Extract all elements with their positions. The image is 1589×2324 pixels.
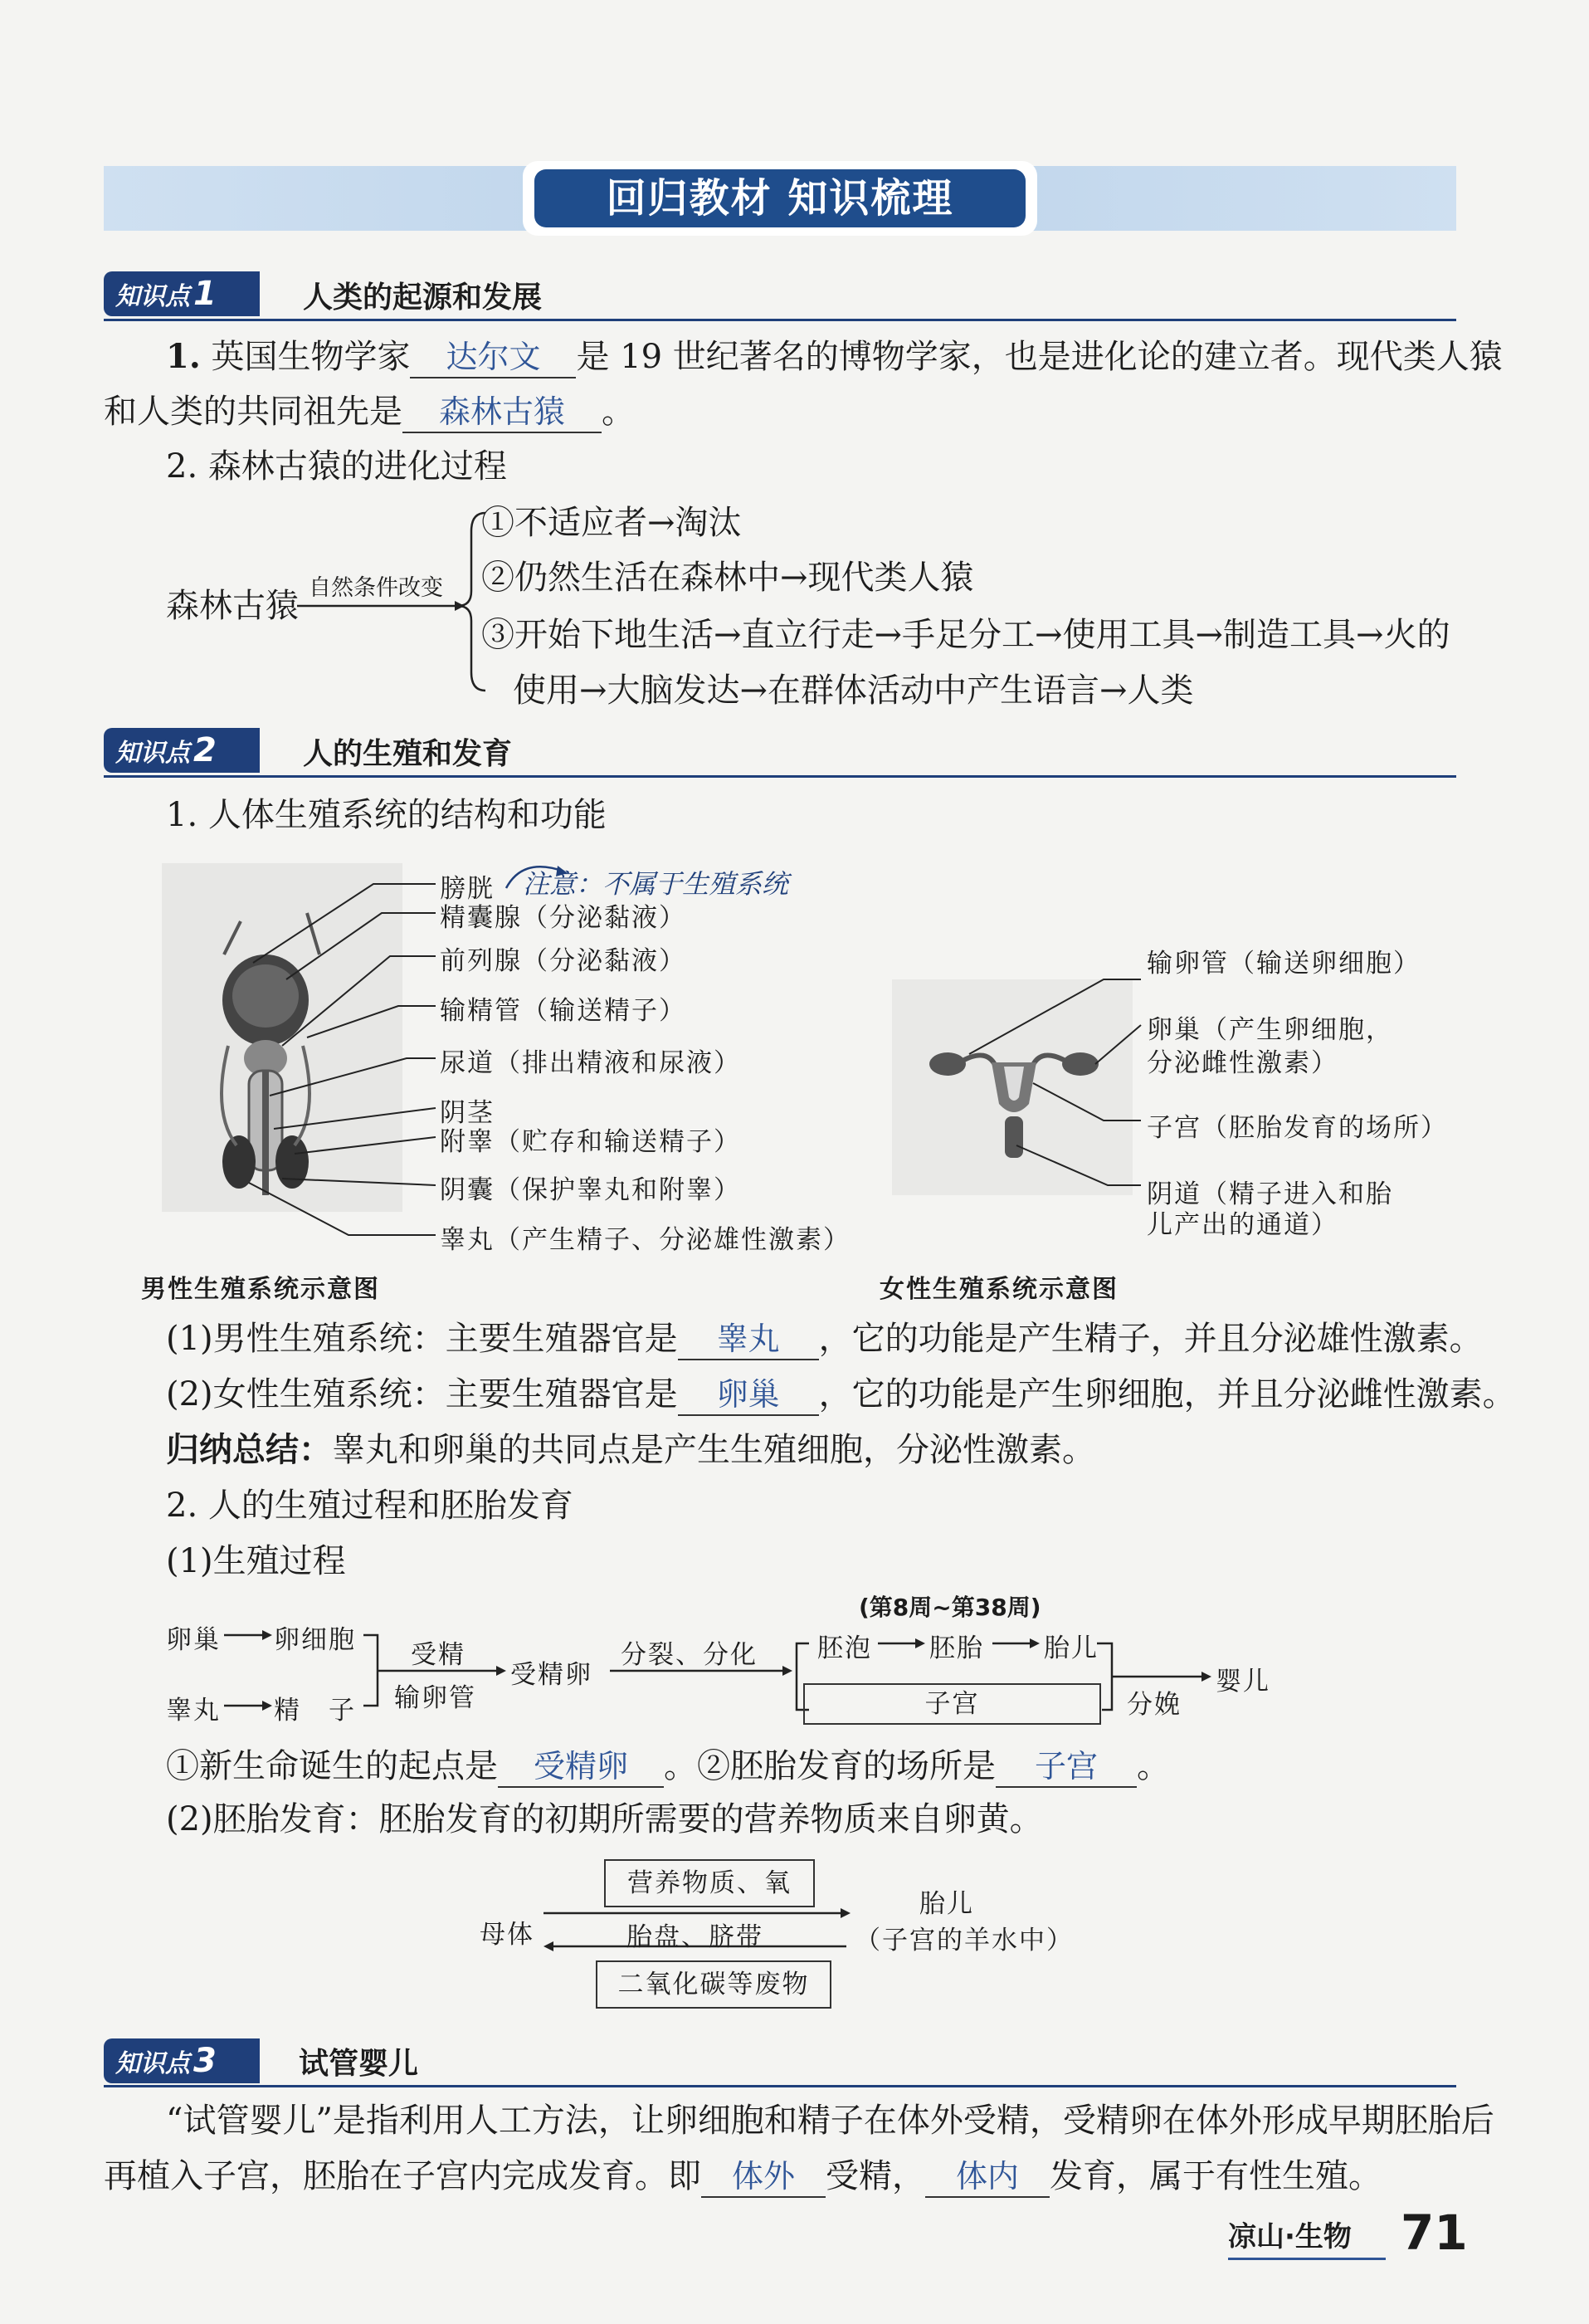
tree-edge-label: 自然条件改变 xyxy=(309,575,443,601)
flow-baby: 婴儿 xyxy=(1216,1667,1270,1697)
flow-division: 分裂、分化 xyxy=(621,1640,758,1670)
female-label-vagina-2: 儿产出的通道） xyxy=(1147,1210,1338,1240)
male-label-seminal-vesicle: 精囊腺（分泌黏液） xyxy=(440,903,686,933)
header-title: 回归教材 知识梳理 xyxy=(534,169,1026,227)
female-label-oviduct: 输卵管（输送卵细胞） xyxy=(1147,949,1421,979)
knowledge-point-1-tag: 知识点 1 xyxy=(104,271,260,316)
footer-underline xyxy=(1228,2258,1386,2260)
flow-weeks: (第8周~第38周) xyxy=(859,1594,1041,1621)
kp1-paragraph-1b: 和人类的共同祖先是 森林古猿 。 xyxy=(104,387,635,437)
tree-root: 森林古猿 xyxy=(166,587,299,625)
flow-oviduct: 输卵管 xyxy=(394,1683,476,1713)
knowledge-point-3-tag: 知识点 3 xyxy=(104,2038,260,2083)
footer-section: 凉山·生物 xyxy=(1228,2220,1352,2253)
kp1-subheading-2: 2. 森林古猿的进化过程 xyxy=(166,447,507,486)
female-label-ovary-2: 分泌雌性激素） xyxy=(1147,1048,1338,1078)
question-male-system: (1)男性生殖系统：主要生殖器官是 睾丸 ，它的功能是产生精子，并且分泌雄性激素。 xyxy=(166,1314,1483,1364)
flow-blastocyst: 胚泡 xyxy=(817,1633,872,1663)
kp3-paragraph-2: 再植入子宫，胚胎在子宫内完成发育。即 体外 受精， 体内 发育，属于有性生殖。 xyxy=(104,2151,1382,2201)
fill-in-vivo: 体内 xyxy=(925,2156,1050,2198)
exchange-fetus: 胎儿 xyxy=(919,1889,974,1919)
kp3-paragraph-1: “试管婴儿”是指利用人工方法，让卵细胞和精子在体外受精，受精卵在体外形成早期胚胎后 xyxy=(166,2102,1494,2140)
fill-uterus: 子宫 xyxy=(996,1746,1137,1788)
kp1-paragraph-1: 1. 英国生物学家 达尔文 是 19 世纪著名的博物学家，也是进化论的建立者。现代类人猿 xyxy=(166,332,1503,382)
flow-ovary: 卵巢 xyxy=(166,1625,221,1655)
knowledge-point-1-title: 人类的起源和发展 xyxy=(303,281,543,315)
fill-ovary: 卵巢 xyxy=(678,1374,819,1416)
female-label-ovary-1: 卵巢（产生卵细胞， xyxy=(1147,1015,1393,1045)
knowledge-point-2-title: 人的生殖和发育 xyxy=(303,737,513,771)
knowledge-point-3-title: 试管婴儿 xyxy=(299,2047,419,2081)
male-diagram-caption: 男性生殖系统示意图 xyxy=(141,1275,380,1304)
kp2-subheading-2-1: (1)生殖过程 xyxy=(166,1542,346,1580)
kp2-subheading-1: 1. 人体生殖系统的结构和功能 xyxy=(166,796,607,834)
fill-zygote: 受精卵 xyxy=(498,1746,664,1788)
flow-fetus: 胎儿 xyxy=(1044,1633,1099,1663)
male-label-testis: 睾丸（产生精子、分泌雄性激素） xyxy=(440,1225,851,1255)
exchange-waste-box: 二氧化碳等废物 xyxy=(596,1960,831,2009)
flow-embryo: 胚胎 xyxy=(929,1633,984,1663)
male-label-epididymis: 附睾（贮存和输送精子） xyxy=(440,1127,741,1157)
female-label-uterus: 子宫（胚胎发育的场所） xyxy=(1147,1113,1448,1143)
fill-in-vitro: 体外 xyxy=(701,2156,826,2198)
fill-forest-ape: 森林古猿 xyxy=(402,392,602,433)
exchange-placenta: 胎盘、脐带 xyxy=(626,1922,763,1952)
flow-uterus-box: 子宫 xyxy=(803,1683,1101,1725)
male-label-bladder: 膀胱 xyxy=(440,874,495,904)
tree-branch-3b: 使用→大脑发达→在群体活动中产生语言→人类 xyxy=(513,671,1194,710)
flow-zygote: 受精卵 xyxy=(510,1660,592,1690)
exchange-fetus-location: （子宫的羊水中） xyxy=(855,1926,1074,1955)
tree-branch-1: ①不适应者→淘汰 xyxy=(481,504,742,542)
question-female-system: (2)女性生殖系统：主要生殖器官是 卵巢 ，它的功能是产生卵细胞，并且分泌雌性激素。 xyxy=(166,1370,1516,1419)
tree-branch-3a: ③开始下地生活→直立行走→手足分工→使用工具→制造工具→火的 xyxy=(481,616,1450,654)
male-label-penis: 阴茎 xyxy=(440,1098,495,1128)
exchange-nutrients-box: 营养物质、氧 xyxy=(604,1859,815,1907)
kp2-subheading-2-2: (2)胚胎发育：胚胎发育的初期所需要的营养物质来自卵黄。 xyxy=(166,1800,1043,1838)
male-label-scrotum: 阴囊（保护睾丸和附睾） xyxy=(440,1175,741,1205)
flow-fertilization: 受精 xyxy=(411,1640,465,1670)
fill-darwin: 达尔文 xyxy=(410,337,576,378)
handwritten-note: 注意：不属于生殖系统 xyxy=(523,868,789,900)
male-label-prostate: 前列腺（分泌黏液） xyxy=(440,946,686,976)
female-diagram-caption: 女性生殖系统示意图 xyxy=(880,1275,1119,1304)
flow-testis: 睾丸 xyxy=(166,1696,221,1726)
male-label-urethra: 尿道（排出精液和尿液） xyxy=(440,1048,741,1078)
exchange-mother: 母体 xyxy=(480,1920,534,1950)
fill-testis: 睾丸 xyxy=(678,1319,819,1360)
flow-birth: 分娩 xyxy=(1127,1690,1182,1720)
flow-egg: 卵细胞 xyxy=(274,1625,356,1655)
knowledge-point-2-tag: 知识点 2 xyxy=(104,728,260,773)
male-label-vas-deferens: 输精管（输送精子） xyxy=(440,996,686,1026)
flow-sperm: 精 子 xyxy=(274,1696,356,1726)
female-label-vagina-1: 阴道（精子进入和胎 xyxy=(1147,1179,1393,1209)
page-number: 71 xyxy=(1401,2204,1468,2261)
question-start-of-life: ①新生命诞生的起点是 受精卵 。②胚胎发育的场所是 子宫 。 xyxy=(166,1741,1170,1791)
kp2-subheading-2: 2. 人的生殖过程和胚胎发育 xyxy=(166,1487,573,1525)
tree-branch-2: ②仍然生活在森林中→现代类人猿 xyxy=(481,559,974,597)
kp3-divider xyxy=(104,2085,1456,2087)
summary: 归纳总结：睾丸和卵巢的共同点是产生生殖细胞，分泌性激素。 xyxy=(166,1431,1095,1469)
